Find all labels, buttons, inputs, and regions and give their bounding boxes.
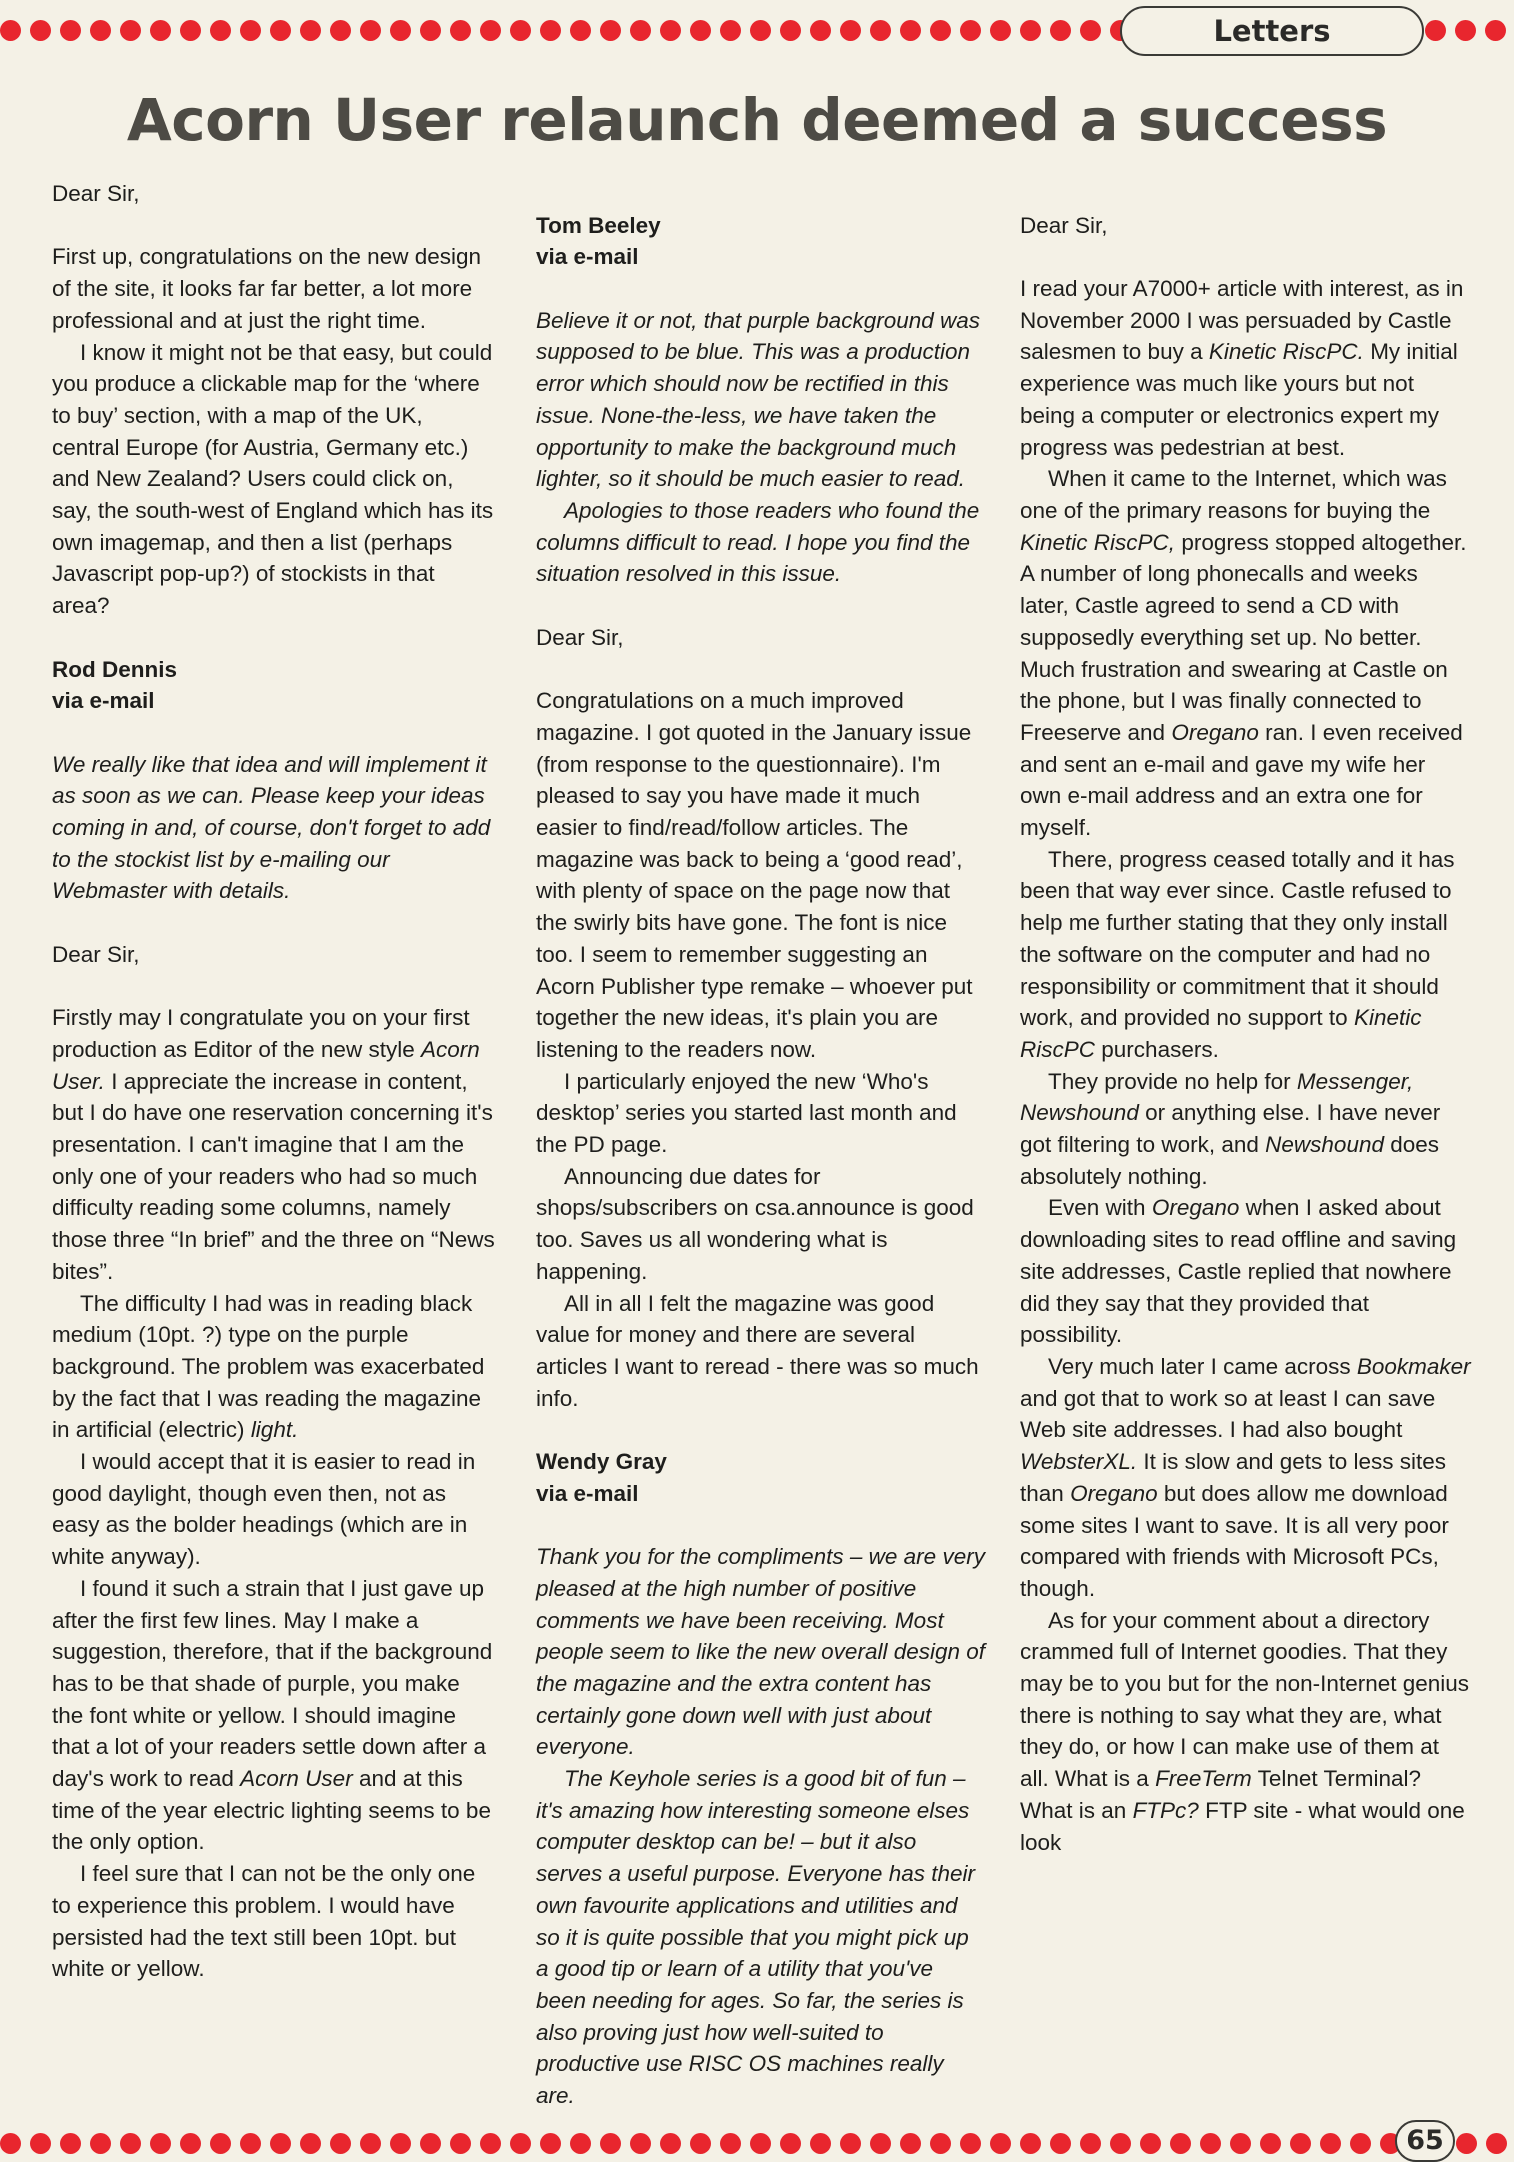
- decorative-dot: [840, 2133, 861, 2154]
- decorative-dot: [300, 2133, 321, 2154]
- decorative-dot: [270, 2133, 291, 2154]
- top-dot-border-right: [1425, 15, 1514, 45]
- letter-paragraph: Announcing due dates for shops/subscribers on csa.announce is good too. Saves us all wondering what is happening.: [536, 1163, 974, 1284]
- decorative-dot: [390, 2133, 411, 2154]
- letter-paragraph: I know it might not be that easy, but could you produce a clickable map for the ‘where to buy’ section, with a map of the UK, central Europe (for Austria, Germany etc.) and New Zealand? Users could click on, say, the south-west of England which has its own imagemap, and then a list (perhaps Javascript pop-up?) of stockists in that area?: [52, 339, 494, 619]
- salutation: Dear Sir,: [52, 181, 140, 206]
- salutation: Dear Sir,: [52, 941, 140, 967]
- editor-reply: Thank you for the compliments – we are very pleased at the high number of positive comments we have been receiving. Most people seem to like the new overall design of the magazine and the extra content has certainly gone down well with just about everyone.: [536, 1544, 986, 1760]
- decorative-dot: [930, 2133, 951, 2154]
- decorative-dot: [1140, 2133, 1161, 2154]
- letter-paragraph: They provide no help for Messenger, Newshound or anything else. I have never got filtering to work, and Newshound does absolutely nothing.: [1020, 1068, 1441, 1189]
- signature-name: Rod Dennis: [52, 656, 178, 682]
- page-number: 65: [1395, 2120, 1455, 2162]
- decorative-dot: [510, 20, 531, 41]
- decorative-dot: [510, 2133, 531, 2154]
- decorative-dot: [540, 2133, 561, 2154]
- letter-paragraph: Even with Oregano when I asked about downloading sites to read offline and saving site addresses, Castle replied that nowhere did they say that they provided that possibility.: [1020, 1195, 1457, 1348]
- decorative-dot: [1080, 2133, 1101, 2154]
- letter-paragraph: Congratulations on a much improved magazine. I got quoted in the January issue (from response to the questionnaire). I'm pleased to say you have made it much easier to find/read/follow articles. The magazine was back to being a ‘good read’, with plenty of space on the page now that the swirly bits have gone. The font is nice too. I seem to remember suggesting an Acorn Publisher type remake – whoever put together the new ideas, it's plain you are listening to the readers now.: [536, 688, 973, 1062]
- decorative-dot: [210, 2133, 231, 2154]
- decorative-dot: [540, 20, 561, 41]
- salutation: Dear Sir,: [536, 624, 624, 650]
- decorative-dot: [450, 20, 471, 41]
- decorative-dot: [630, 2133, 651, 2154]
- decorative-dot: [990, 2133, 1011, 2154]
- decorative-dot: [30, 20, 51, 41]
- decorative-dot: [270, 20, 291, 41]
- letter-paragraph: I feel sure that I can not be the only one to experience this problem. I would have persisted had the text still been 10pt. but white or yellow.: [52, 1861, 476, 1982]
- decorative-dot: [840, 20, 861, 41]
- decorative-dot: [750, 20, 771, 41]
- decorative-dot: [780, 20, 801, 41]
- bottom-dot-border-right: [1456, 2128, 1514, 2158]
- decorative-dot: [180, 20, 201, 41]
- decorative-dot: [690, 20, 711, 41]
- decorative-dot: [1020, 20, 1041, 41]
- letter-paragraph: There, progress ceased totally and it has been that way ever since. Castle refused to help me further stating that they only install the software on the computer and had no responsibility or commitment that it should work, and provided no support to Kinetic RiscPC purchasers.: [1020, 846, 1455, 1062]
- decorative-dot: [1290, 2133, 1311, 2154]
- decorative-dot: [990, 20, 1011, 41]
- decorative-dot: [480, 2133, 501, 2154]
- signature-via: via e-mail: [536, 244, 639, 270]
- editor-reply: Apologies to those readers who found the columns difficult to read. I hope you find the situation resolved in this issue.: [536, 498, 980, 587]
- column-1: [52, 178, 496, 2078]
- decorative-dot: [1230, 2133, 1251, 2154]
- decorative-dot: [420, 20, 441, 41]
- letter-paragraph: First up, congratulations on the new design of the site, it looks far far better, a lot more professional and at just the right time.: [52, 244, 482, 333]
- decorative-dot: [1320, 2133, 1341, 2154]
- decorative-dot: [960, 20, 981, 41]
- decorative-dot: [600, 2133, 621, 2154]
- decorative-dot: [330, 2133, 351, 2154]
- decorative-dot: [570, 2133, 591, 2154]
- decorative-dot: [240, 2133, 261, 2154]
- salutation: Dear Sir,: [1020, 212, 1108, 238]
- decorative-dot: [60, 2133, 81, 2154]
- decorative-dot: [1486, 2133, 1507, 2154]
- decorative-dot: [660, 2133, 681, 2154]
- decorative-dot: [390, 20, 411, 41]
- decorative-dot: [690, 2133, 711, 2154]
- decorative-dot: [660, 20, 681, 41]
- decorative-dot: [1080, 20, 1101, 41]
- decorative-dot: [330, 20, 351, 41]
- letter-paragraph: As for your comment about a directory crammed full of Internet goodies. That they may be to you but for the non-Internet genius there is nothing to say what they are, what they do, or how I can make use of them at all. What is a FreeTerm Telnet Terminal? What is an FTPc? FTP site - what would one look: [1020, 1607, 1470, 1855]
- section-tab: Letters: [1120, 6, 1424, 56]
- decorative-dot: [1200, 2133, 1221, 2154]
- decorative-dot: [360, 20, 381, 41]
- decorative-dot: [120, 20, 141, 41]
- decorative-dot: [1110, 2133, 1131, 2154]
- decorative-dot: [930, 20, 951, 41]
- decorative-dot: [570, 20, 591, 41]
- decorative-dot: [90, 2133, 111, 2154]
- decorative-dot: [1170, 2133, 1191, 2154]
- decorative-dot: [960, 2133, 981, 2154]
- decorative-dot: [900, 2133, 921, 2154]
- decorative-dot: [1020, 2133, 1041, 2154]
- decorative-dot: [600, 20, 621, 41]
- letter-paragraph: I particularly enjoyed the new ‘Who's desktop’ series you started last month and the PD page.: [536, 1068, 957, 1158]
- decorative-dot: [1425, 20, 1446, 41]
- decorative-dot: [750, 2133, 771, 2154]
- decorative-dot: [720, 2133, 741, 2154]
- headline: Acorn User relaunch deemed a success: [126, 86, 1388, 154]
- decorative-dot: [900, 20, 921, 41]
- decorative-dot: [1456, 2133, 1477, 2154]
- decorative-dot: [1455, 20, 1476, 41]
- letter-paragraph: All in all I felt the magazine was good value for money and there are several articles I want to reread - there was so much info.: [536, 1290, 979, 1411]
- decorative-dot: [1350, 2133, 1371, 2154]
- letter-paragraph: When it came to the Internet, which was one of the primary reasons for buying the Kinetic RiscPC, progress stopped altogether. A number of long phonecalls and weeks later, Castle agreed to send a CD with supposedly everything set up. No better. Much frustration and swearing at Castle on the phone, but I was finally connected to Freeserve and Oregano ran. I even received and sent an e-mail and gave my wife her own e-mail address and an extra one for myself.: [1020, 466, 1467, 841]
- decorative-dot: [810, 20, 831, 41]
- decorative-dot: [810, 2133, 831, 2154]
- decorative-dot: [780, 2133, 801, 2154]
- decorative-dot: [1260, 2133, 1281, 2154]
- letter-paragraph: I would accept that it is easier to read in good daylight, though even then, not as easy as the bolder headings (which are in white anyway).: [52, 1449, 476, 1570]
- decorative-dot: [0, 20, 21, 41]
- bottom-dot-border: [0, 2128, 1390, 2158]
- decorative-dot: [870, 20, 891, 41]
- letter-paragraph: Very much later I came across Bookmaker and got that to work so at least I can save Web site addresses. I had also bought WebsterXL. It is slow and gets to less sites than Oregano but does allow me download some sites I want to save. It is all very poor compared with friends with Microsoft PCs, though.: [1020, 1353, 1471, 1601]
- editor-reply: Believe it or not, that purple background was supposed to be blue. This was a production error which should now be rectified in this issue. None-the-less, we have taken the opportunity to make the background much lighter, so it should be much easier to read.: [536, 307, 981, 492]
- decorative-dot: [1485, 20, 1506, 41]
- decorative-dot: [480, 20, 501, 41]
- letter-paragraph: The difficulty I had was in reading black medium (10pt. ?) type on the purple background. The problem was exacerbated by the fact that I was reading the magazine in artificial (electric) light.: [52, 1290, 485, 1443]
- decorative-dot: [360, 2133, 381, 2154]
- top-dot-border: [0, 15, 1118, 45]
- decorative-dot: [300, 20, 321, 41]
- decorative-dot: [630, 20, 651, 41]
- decorative-dot: [120, 2133, 141, 2154]
- signature-via: via e-mail: [52, 688, 155, 714]
- decorative-dot: [150, 20, 171, 41]
- decorative-dot: [30, 2133, 51, 2154]
- decorative-dot: [150, 2133, 171, 2154]
- decorative-dot: [0, 2133, 21, 2154]
- decorative-dot: [60, 20, 81, 41]
- editor-reply: The Keyhole series is a good bit of fun – it's amazing how interesting someone elses computer desktop can be! – but it also serves a useful purpose. Everyone has their own favourite applications and utilities and so it is quite possible that you might pick up a good tip or learn of a utility that you've been needing for ages. So far, the series is also proving just how well-suited to productive use RISC OS machines really are.: [536, 1766, 975, 2109]
- editor-reply: We really like that idea and will implement it as soon as we can. Please keep your ideas coming in and, of course, don't forget to add to the stockist list by e-mailing our Webmaster with details.: [52, 751, 491, 904]
- signature-via: via e-mail: [536, 1480, 639, 1506]
- decorative-dot: [420, 2133, 441, 2154]
- letter-paragraph: I read your A7000+ article with interest, as in November 2000 I was persuaded by Castle salesmen to buy a Kinetic RiscPC. My initial experience was much like yours but not being a computer or electronics expert my progress was pedestrian at best.: [1020, 276, 1464, 460]
- decorative-dot: [1050, 20, 1071, 41]
- signature-name: Tom Beeley: [536, 212, 661, 238]
- column-2: [536, 178, 986, 2109]
- decorative-dot: [210, 20, 231, 41]
- signature-name: Wendy Gray: [536, 1449, 667, 1475]
- letter-paragraph: Firstly may I congratulate you on your first production as Editor of the new style Acorn User. I appreciate the increase in content, but I do have one reservation concerning it's presentation. I can't imagine that I am the only one of your readers who had so much difficulty reading some columns, namely those three “In brief” and the three on “News bites”.: [52, 1005, 495, 1284]
- decorative-dot: [1050, 2133, 1071, 2154]
- letter-paragraph: I found it such a strain that I just gave up after the first few lines. May I make a suggestion, therefore, that if the background has to be that shade of purple, you make the font white or yellow. I should imagine that a lot of your readers settle down after a day's work to read Acorn User and at this time of the year electric lighting seems to be the only option.: [52, 1575, 493, 1855]
- decorative-dot: [180, 2133, 201, 2154]
- decorative-dot: [240, 20, 261, 41]
- decorative-dot: [450, 2133, 471, 2154]
- decorative-dot: [720, 20, 741, 41]
- decorative-dot: [90, 20, 111, 41]
- decorative-dot: [870, 2133, 891, 2154]
- column-3: [1020, 178, 1472, 2078]
